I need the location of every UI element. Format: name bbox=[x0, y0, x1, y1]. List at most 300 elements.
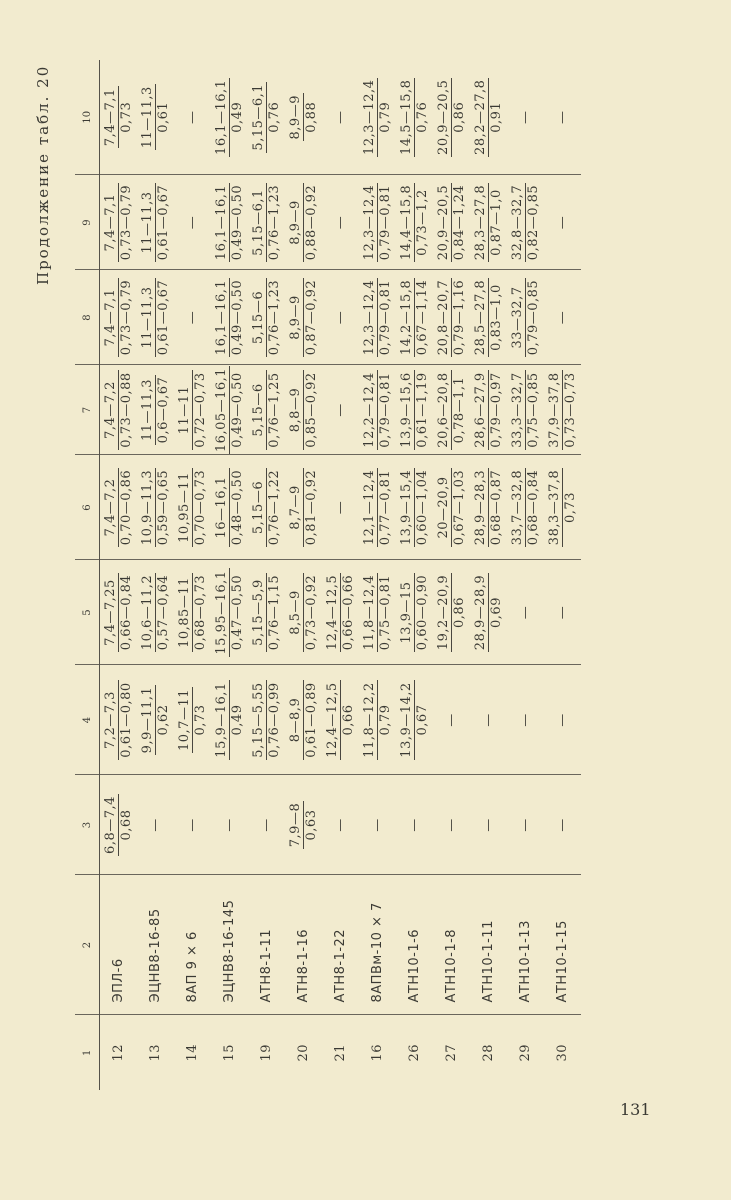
denominator: 0,49—0,50 bbox=[230, 184, 245, 261]
numerator: 10,6—11,2 bbox=[140, 574, 155, 651]
denominator: 0,70—0,73 bbox=[193, 469, 208, 546]
numerator: 11—11,3 bbox=[140, 379, 155, 441]
table-cell bbox=[359, 175, 396, 270]
pump-type: АТН8-1-22 bbox=[322, 875, 359, 1015]
column-header: 10 bbox=[75, 60, 100, 175]
denominator: 0,49—0,50 bbox=[230, 279, 245, 356]
denominator: 0,67—1,03 bbox=[452, 469, 467, 546]
table-cell bbox=[100, 665, 138, 775]
numerator: 28,3—27,8 bbox=[473, 184, 488, 261]
row-number: 20 bbox=[296, 1043, 311, 1062]
denominator: 0,66—0,66 bbox=[341, 574, 356, 651]
numerator: 5,15—6,1 bbox=[251, 83, 266, 151]
table-cell: — bbox=[211, 775, 248, 875]
table-continuation-title: Продолжение табл. 20 bbox=[34, 64, 52, 285]
fraction bbox=[399, 78, 430, 157]
table-cell bbox=[211, 270, 248, 365]
numerator: 12,3—12,4 bbox=[362, 79, 377, 155]
pump-type: АТН10-1-8 bbox=[433, 875, 470, 1015]
denominator: 0,72—0,73 bbox=[193, 372, 208, 448]
fraction bbox=[177, 370, 208, 449]
denominator: 0,88 bbox=[303, 93, 319, 141]
numerator: 11,8—12,4 bbox=[362, 574, 377, 651]
fraction bbox=[473, 370, 504, 449]
fraction bbox=[140, 84, 171, 150]
denominator: 0,59—0,65 bbox=[156, 469, 171, 546]
numerator: 28,6—27,9 bbox=[473, 372, 488, 448]
denominator: 0,68—0,84 bbox=[526, 469, 541, 546]
denominator: 0,61—0,89 bbox=[304, 682, 319, 758]
numerator: 38,3—37,8 bbox=[547, 469, 562, 546]
fraction bbox=[140, 375, 171, 446]
numerator: 13,9—15,6 bbox=[399, 372, 414, 448]
fraction bbox=[510, 468, 541, 547]
fraction bbox=[362, 370, 393, 449]
denominator: 0,76—0,99 bbox=[267, 682, 282, 758]
denominator: 0,61—0,67 bbox=[156, 279, 171, 356]
denominator: 0,61—0,67 bbox=[156, 184, 171, 261]
table-cell bbox=[100, 560, 138, 665]
table-cell bbox=[285, 175, 322, 270]
numerator: 8—8,9 bbox=[288, 697, 303, 743]
row-number: 12 bbox=[111, 1043, 126, 1062]
fraction bbox=[288, 468, 319, 547]
table-cell: — bbox=[174, 775, 211, 875]
row-number: 15 bbox=[222, 1043, 237, 1062]
table-cell bbox=[396, 560, 433, 665]
table-cell: — bbox=[322, 270, 359, 365]
table-row bbox=[285, 60, 322, 1090]
fraction bbox=[399, 468, 430, 547]
numerator: 28,9—28,3 bbox=[473, 469, 488, 546]
table-cell bbox=[137, 365, 174, 455]
table-cell: — bbox=[507, 60, 544, 175]
numerator: 20,6—20,8 bbox=[436, 372, 451, 448]
table-cell: — bbox=[359, 775, 396, 875]
numerator: 20—20,9 bbox=[436, 476, 451, 539]
fraction bbox=[473, 183, 504, 262]
data-table bbox=[75, 60, 581, 1090]
fraction bbox=[399, 573, 430, 652]
denominator: 0,73 bbox=[118, 86, 134, 148]
table-cell bbox=[544, 455, 581, 560]
numerator: 10,85—11 bbox=[177, 577, 192, 648]
column-header: 5 bbox=[75, 560, 100, 665]
table-cell bbox=[359, 365, 396, 455]
table-row bbox=[507, 60, 544, 1090]
denominator: 0,76—1,22 bbox=[267, 469, 282, 546]
table-cell bbox=[396, 365, 433, 455]
denominator: 0,79—0,81 bbox=[378, 279, 393, 356]
fraction bbox=[214, 568, 245, 656]
table-cell bbox=[359, 455, 396, 560]
fraction bbox=[288, 573, 319, 652]
row-number: 30 bbox=[555, 1043, 570, 1062]
table-cell: — bbox=[544, 60, 581, 175]
table-cell bbox=[544, 365, 581, 455]
denominator: 0,76—1,15 bbox=[267, 574, 282, 651]
table-row bbox=[248, 60, 285, 1090]
table-cell: — bbox=[322, 175, 359, 270]
fraction bbox=[362, 78, 393, 157]
table-cell bbox=[470, 365, 507, 455]
table-cell bbox=[248, 560, 285, 665]
row-number: 26 bbox=[407, 1043, 422, 1062]
table-cell: — bbox=[322, 775, 359, 875]
numerator: 8,5—9 bbox=[288, 590, 303, 635]
numerator: 14,2—15,8 bbox=[399, 279, 414, 356]
table-cell bbox=[359, 665, 396, 775]
denominator: 0,83—1,0 bbox=[488, 278, 504, 357]
table-cell bbox=[396, 665, 433, 775]
row-number: 28 bbox=[481, 1043, 496, 1062]
table-cell bbox=[359, 270, 396, 365]
numerator: 13,9—15 bbox=[399, 581, 414, 644]
table-cell: — bbox=[174, 175, 211, 270]
fraction bbox=[140, 468, 171, 547]
table-cell bbox=[507, 365, 544, 455]
row-number: 13 bbox=[148, 1043, 163, 1062]
table-row bbox=[174, 60, 211, 1090]
table-row bbox=[322, 60, 359, 1090]
denominator: 0,79—0,81 bbox=[378, 184, 393, 261]
numerator: 10,9—11,3 bbox=[140, 469, 155, 546]
table-cell bbox=[211, 175, 248, 270]
denominator: 0,47—0,50 bbox=[229, 568, 245, 656]
table-cell bbox=[396, 270, 433, 365]
numerator: 11—11,3 bbox=[140, 86, 155, 149]
denominator: 0,84—1,24 bbox=[452, 184, 467, 261]
denominator: 0,82—0,85 bbox=[526, 184, 541, 261]
table-cell: — bbox=[507, 560, 544, 665]
table-cell bbox=[248, 455, 285, 560]
row-number: 14 bbox=[185, 1043, 200, 1062]
table-cell: — bbox=[470, 665, 507, 775]
table-cell: — bbox=[248, 775, 285, 875]
table-cell bbox=[137, 175, 174, 270]
table-cell bbox=[211, 365, 248, 455]
numerator: 11,8—12,2 bbox=[362, 682, 377, 758]
numerator: 11—11,3 bbox=[140, 191, 155, 254]
fraction bbox=[251, 468, 282, 547]
table-cell bbox=[322, 560, 359, 665]
row-number: 27 bbox=[444, 1043, 459, 1062]
denominator: 0,66 bbox=[340, 680, 356, 759]
fraction bbox=[473, 78, 504, 157]
fraction bbox=[251, 370, 282, 449]
fraction bbox=[436, 278, 467, 357]
table-cell: — bbox=[174, 60, 211, 175]
denominator: 0,68 bbox=[118, 794, 134, 856]
table-cell: — bbox=[470, 775, 507, 875]
numerator: 7,4—7,1 bbox=[103, 288, 118, 347]
table-cell bbox=[100, 270, 138, 365]
numerator: 9,9—11,1 bbox=[140, 686, 155, 754]
denominator: 0,73—0,79 bbox=[119, 184, 134, 261]
numerator: 5,15—6,1 bbox=[251, 189, 266, 256]
fraction bbox=[103, 680, 134, 759]
row-number: 29 bbox=[518, 1043, 533, 1062]
table-cell bbox=[211, 560, 248, 665]
fraction bbox=[214, 183, 245, 262]
pump-type: АТН10-1-15 bbox=[544, 875, 581, 1015]
numerator: 20,9—20,5 bbox=[436, 79, 451, 155]
numerator: 33,7—32,8 bbox=[510, 469, 525, 546]
table-cell: — bbox=[322, 60, 359, 175]
numerator: 16,1—16,1 bbox=[214, 79, 229, 155]
table-cell bbox=[248, 365, 285, 455]
table-cell: — bbox=[433, 775, 470, 875]
numerator: 5,15—6 bbox=[251, 290, 266, 345]
denominator: 0,75—0,85 bbox=[526, 372, 541, 448]
fraction bbox=[288, 93, 319, 141]
denominator: 0,87—0,92 bbox=[304, 279, 319, 356]
fraction bbox=[177, 573, 208, 652]
fraction bbox=[362, 183, 393, 262]
numerator: 7,4—7,1 bbox=[103, 88, 118, 147]
table-cell: — bbox=[174, 270, 211, 365]
numerator: 8,9—9 bbox=[288, 200, 303, 245]
denominator: 0,81—0,92 bbox=[304, 469, 319, 546]
denominator: 0,73—0,79 bbox=[119, 279, 134, 356]
fraction bbox=[214, 468, 245, 547]
pump-type: АТН10-1-11 bbox=[470, 875, 507, 1015]
table-cell bbox=[100, 175, 138, 270]
table-cell bbox=[100, 455, 138, 560]
table-cell bbox=[285, 665, 322, 775]
fraction bbox=[251, 573, 282, 652]
fraction bbox=[473, 468, 504, 547]
fraction bbox=[288, 680, 319, 759]
denominator: 0,48—0,50 bbox=[230, 469, 245, 546]
fraction bbox=[251, 680, 282, 759]
rotated-table bbox=[75, 60, 585, 1090]
denominator: 0,85—0,92 bbox=[304, 372, 319, 448]
numerator: 5,15—5,55 bbox=[251, 682, 266, 758]
fraction bbox=[140, 183, 171, 262]
numerator: 7,4—7,2 bbox=[103, 478, 118, 537]
denominator: 0,67 bbox=[414, 680, 430, 759]
table-cell bbox=[285, 60, 322, 175]
table-cell: — bbox=[544, 775, 581, 875]
table-cell bbox=[248, 665, 285, 775]
table-cell: — bbox=[544, 175, 581, 270]
denominator: 0,73—0,73 bbox=[563, 372, 578, 448]
fraction bbox=[436, 78, 467, 157]
denominator: 0,62 bbox=[155, 685, 171, 756]
denominator: 0,76 bbox=[414, 78, 430, 157]
fraction bbox=[177, 468, 208, 547]
table-cell bbox=[211, 665, 248, 775]
denominator: 0,61—0,80 bbox=[119, 682, 134, 758]
numerator: 5,15—5,9 bbox=[251, 579, 266, 646]
table-cell bbox=[470, 455, 507, 560]
column-header: 3 bbox=[75, 775, 100, 875]
table-cell bbox=[137, 455, 174, 560]
numerator: 32,8—32,7 bbox=[510, 184, 525, 261]
page-number: 131 bbox=[620, 1100, 651, 1119]
fraction bbox=[103, 468, 134, 547]
denominator: 0,75—0,81 bbox=[378, 574, 393, 651]
fraction bbox=[362, 573, 393, 652]
fraction bbox=[362, 278, 393, 357]
denominator: 0,76—1,23 bbox=[267, 279, 282, 356]
table-row bbox=[359, 60, 396, 1090]
denominator: 0,70—0,86 bbox=[119, 469, 134, 546]
numerator: 12,1—12,4 bbox=[362, 469, 377, 546]
fraction bbox=[140, 685, 171, 756]
table-cell bbox=[396, 455, 433, 560]
numerator: 19,2—20,9 bbox=[436, 574, 451, 651]
header-row bbox=[75, 60, 100, 1090]
numerator: 6,8—7,4 bbox=[103, 796, 118, 854]
fraction bbox=[436, 183, 467, 262]
numerator: 13,9—15,4 bbox=[399, 469, 414, 546]
numerator: 7,4—7,1 bbox=[103, 193, 118, 252]
denominator: 0,49 bbox=[229, 78, 245, 157]
numerator: 16,1—16,1 bbox=[214, 184, 229, 261]
fraction bbox=[547, 370, 578, 449]
denominator: 0,73—1,2 bbox=[414, 183, 430, 262]
fraction bbox=[251, 82, 282, 153]
table-cell: — bbox=[507, 665, 544, 775]
table-cell bbox=[470, 175, 507, 270]
numerator: 20,9—20,5 bbox=[436, 184, 451, 261]
denominator: 0,61 bbox=[155, 84, 171, 150]
numerator: 20,8—20,7 bbox=[436, 279, 451, 356]
denominator: 0,86 bbox=[451, 573, 467, 652]
pump-type: АТН10-1-6 bbox=[396, 875, 433, 1015]
column-header: 9 bbox=[75, 175, 100, 270]
table-cell bbox=[285, 560, 322, 665]
denominator: 0,88—0,92 bbox=[304, 184, 319, 261]
numerator: 16—16,1 bbox=[214, 476, 229, 539]
pump-type: 8АП 9 × 6 bbox=[174, 875, 211, 1015]
fraction bbox=[103, 183, 134, 262]
fraction bbox=[399, 370, 430, 449]
table-row bbox=[470, 60, 507, 1090]
fraction bbox=[214, 680, 245, 759]
table-cell: — bbox=[396, 775, 433, 875]
numerator: 10,95—11 bbox=[177, 472, 192, 543]
table-cell bbox=[248, 60, 285, 175]
numerator: 37,9—37,8 bbox=[547, 372, 562, 448]
table-cell bbox=[285, 270, 322, 365]
table-cell bbox=[137, 665, 174, 775]
fraction bbox=[177, 687, 208, 753]
table-cell: — bbox=[507, 775, 544, 875]
table-cell bbox=[470, 60, 507, 175]
fraction bbox=[325, 680, 356, 759]
denominator: 0,76—1,25 bbox=[267, 372, 282, 448]
numerator: 12,4—12,5 bbox=[325, 682, 340, 758]
table-cell bbox=[248, 175, 285, 270]
denominator: 0,66—0,84 bbox=[119, 574, 134, 651]
fraction bbox=[399, 183, 430, 262]
table-cell bbox=[211, 60, 248, 175]
denominator: 0,87—1,0 bbox=[488, 183, 504, 262]
fraction bbox=[251, 278, 282, 357]
table-cell bbox=[359, 60, 396, 175]
numerator: 11—11,3 bbox=[140, 286, 155, 349]
table-cell bbox=[137, 270, 174, 365]
fraction bbox=[547, 468, 578, 547]
column-header: 6 bbox=[75, 455, 100, 560]
fraction bbox=[214, 278, 245, 357]
denominator: 0,91 bbox=[488, 78, 504, 157]
denominator: 0,73—0,92 bbox=[304, 574, 319, 651]
denominator: 0,6—0,67 bbox=[156, 376, 171, 444]
denominator: 0,60—1,04 bbox=[415, 469, 430, 546]
table-cell: — bbox=[137, 775, 174, 875]
denominator: 0,79—0,85 bbox=[526, 279, 541, 356]
fraction bbox=[103, 794, 134, 856]
denominator: 0,79—0,97 bbox=[489, 372, 504, 448]
numerator: 5,15—6 bbox=[251, 383, 266, 437]
denominator: 0,79—1,16 bbox=[452, 279, 467, 356]
numerator: 8,9—9 bbox=[288, 295, 303, 340]
denominator: 0,57—0,64 bbox=[156, 574, 171, 651]
table-cell bbox=[174, 665, 211, 775]
fraction bbox=[436, 370, 467, 449]
fraction bbox=[288, 370, 319, 449]
fraction bbox=[362, 680, 393, 759]
denominator: 0,49 bbox=[229, 680, 245, 759]
numerator: 15,95—16,1 bbox=[214, 570, 229, 655]
fraction bbox=[510, 370, 541, 449]
denominator: 0,77—0,81 bbox=[378, 469, 393, 546]
table-cell bbox=[507, 270, 544, 365]
numerator: 14,5—15,8 bbox=[399, 79, 414, 155]
denominator: 0,68—0,73 bbox=[193, 574, 208, 651]
pump-type: ЭЦНВ8-16-85 bbox=[137, 875, 174, 1015]
table-row bbox=[137, 60, 174, 1090]
denominator: 0,79 bbox=[377, 78, 393, 157]
denominator: 0,86 bbox=[451, 78, 467, 157]
fraction bbox=[140, 278, 171, 357]
fraction bbox=[325, 573, 356, 652]
fraction bbox=[473, 573, 504, 652]
denominator: 0,67—1,14 bbox=[415, 279, 430, 356]
fraction bbox=[288, 183, 319, 262]
table-cell bbox=[248, 270, 285, 365]
table-cell bbox=[285, 455, 322, 560]
fraction bbox=[251, 183, 282, 262]
fraction bbox=[510, 183, 541, 262]
table-cell bbox=[433, 560, 470, 665]
numerator: 13,9—14,2 bbox=[399, 682, 414, 758]
numerator: 11—11 bbox=[177, 385, 192, 435]
pump-type: 8АПВм-10 × 7 bbox=[359, 875, 396, 1015]
fraction bbox=[140, 573, 171, 652]
numerator: 12,3—12,4 bbox=[362, 184, 377, 261]
numerator: 16,05—16,1 bbox=[214, 367, 229, 453]
denominator: 0,73 bbox=[192, 687, 208, 753]
table-cell bbox=[433, 175, 470, 270]
row-number: 19 bbox=[259, 1043, 274, 1062]
denominator: 0,49—0,50 bbox=[229, 366, 245, 454]
table-cell bbox=[322, 665, 359, 775]
fraction bbox=[436, 468, 467, 547]
table-row bbox=[433, 60, 470, 1090]
column-header: 7 bbox=[75, 365, 100, 455]
pump-type: ЭПЛ-6 bbox=[100, 875, 138, 1015]
column-header: 4 bbox=[75, 665, 100, 775]
fraction bbox=[436, 573, 467, 652]
denominator: 0,78—1,1 bbox=[451, 370, 467, 449]
row-number: 16 bbox=[370, 1043, 385, 1062]
row-number: 21 bbox=[333, 1043, 348, 1062]
